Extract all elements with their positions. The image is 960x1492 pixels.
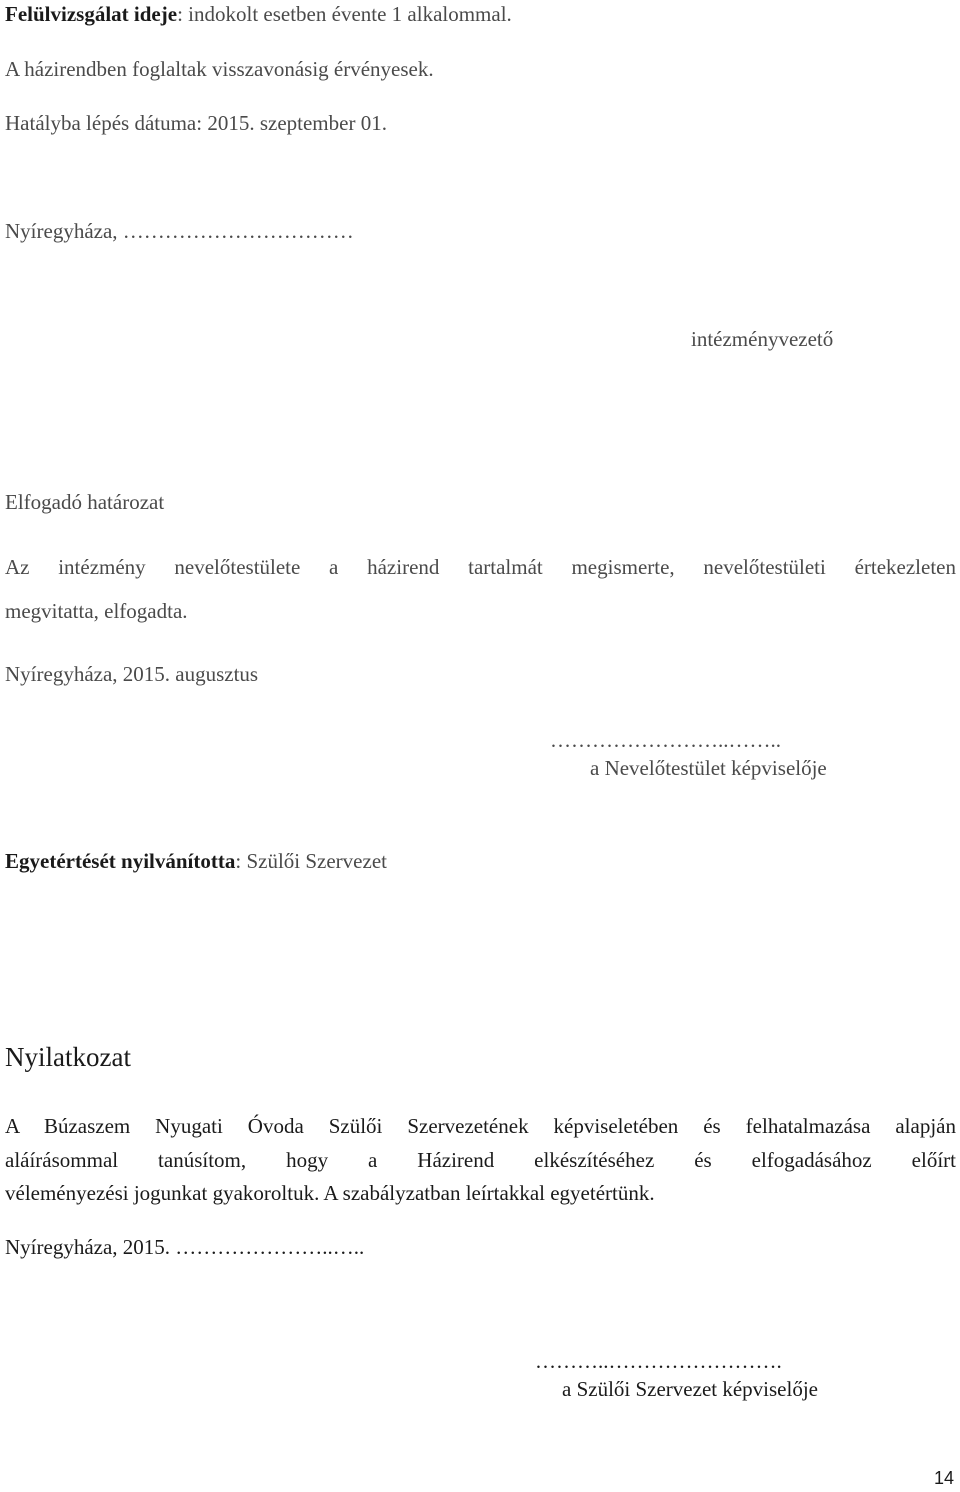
effective-date: Hatályba lépés dátuma: 2015. szeptember 01.: [5, 111, 387, 135]
adoption-text-line-1: Az intézmény nevelőtestülete a házirend tartalmát megismerte, nevelőtestületi értekezleten: [5, 555, 956, 579]
declaration-text-line-3: véleményezési jogunkat gyakoroltuk. A szabályzatban leírtakkal egyetértünk.: [5, 1181, 655, 1205]
adoption-text-line-2: megvitatta, elfogadta.: [5, 599, 188, 623]
consent-text: : Szülői Szervezet: [235, 849, 387, 873]
adoption-heading: Elfogadó határozat: [5, 490, 165, 514]
consent-label: Egyetértését nyilvánította: [5, 849, 236, 873]
signature-place-date: Nyíregyháza, ……………………………: [5, 219, 354, 243]
review-time-label: Felülvizsgálat ideje: [5, 2, 178, 26]
consent-line: [5, 851, 387, 872]
staff-representative-label: a Nevelőtestület képviselője: [590, 756, 827, 780]
adoption-signature-dots: ……………………..……..: [550, 728, 781, 752]
parent-signature-dots: ………..…………………….: [535, 1349, 782, 1373]
parent-representative-label: a Szülői Szervezet képviselője: [562, 1377, 818, 1401]
adoption-place-date: Nyíregyháza, 2015. augusztus: [5, 662, 259, 686]
page-number: 14: [933, 1468, 954, 1488]
validity-text: A házirendben foglaltak visszavonásig érvényesek.: [5, 57, 434, 81]
declaration-text-line-2: aláírásommal tanúsítom, hogy a Házirend elkészítéséhez és elfogadásához előírt: [5, 1148, 956, 1172]
declaration-text-line-1: A Búzaszem Nyugati Óvoda Szülői Szervezetének képviseletében és felhatalmazása alapján: [5, 1114, 956, 1138]
review-time-text: : indokolt esetben évente 1 alkalommal.: [177, 2, 512, 26]
declaration-heading: Nyilatkozat: [5, 1042, 131, 1072]
declaration-place-date: Nyíregyháza, 2015. …………………..…..: [5, 1235, 365, 1259]
review-time-line: [5, 4, 512, 25]
head-of-institution-label: intézményvezető: [691, 327, 834, 351]
